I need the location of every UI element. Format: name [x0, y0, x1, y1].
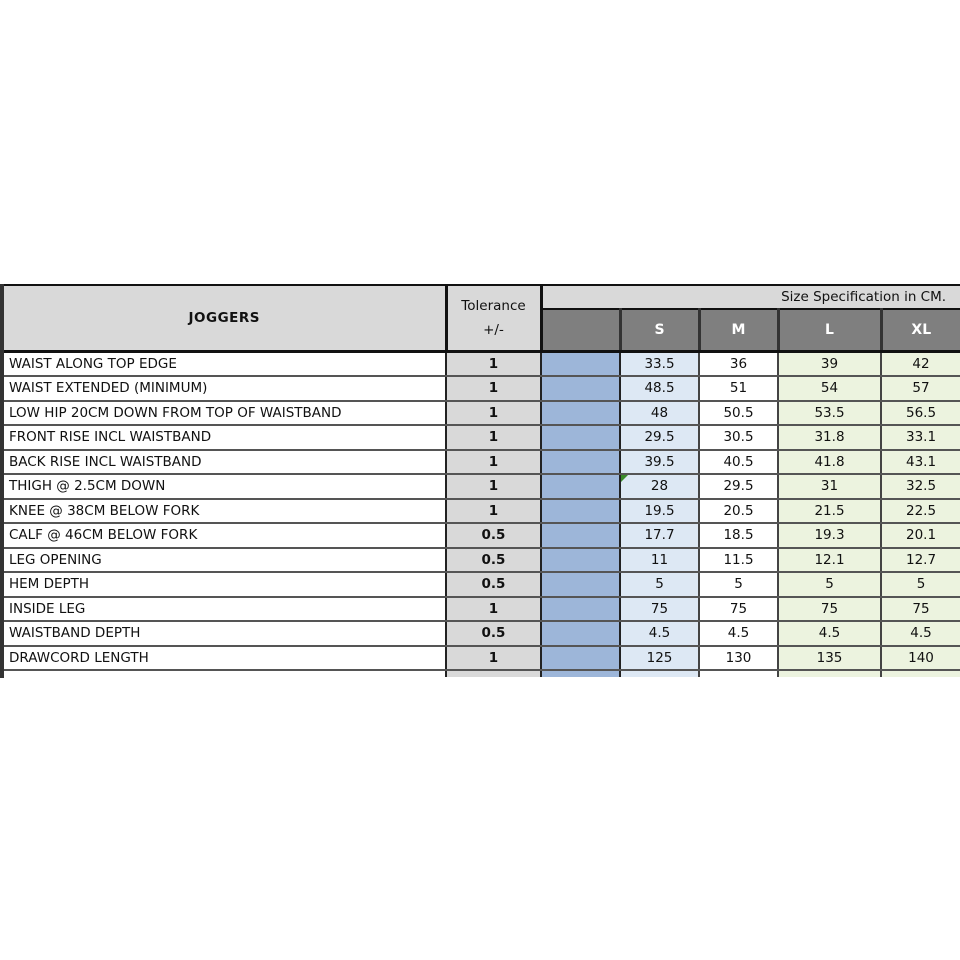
table-row	[4, 499, 960, 524]
measurement-label: LOW HIP 20CM DOWN FROM TOP OF WAISTBAND	[4, 401, 446, 426]
filler-cell	[699, 670, 778, 677]
spec-sheet	[0, 284, 960, 678]
measurement-label: CALF @ 46CM BELOW FORK	[4, 523, 446, 548]
size-xl-value: 56.5	[881, 401, 960, 426]
measurement-label: WAIST ALONG TOP EDGE	[4, 351, 446, 376]
size-m-value: 40.5	[699, 450, 778, 475]
tolerance-value: 1	[446, 450, 541, 475]
size-xl-value: 33.1	[881, 425, 960, 450]
size-s-value: 19.5	[620, 499, 699, 524]
tolerance-value: 0.5	[446, 621, 541, 646]
size-spec-table	[4, 284, 960, 677]
filler-cell	[620, 670, 699, 677]
tolerance-value: 1	[446, 351, 541, 376]
size-m-value: 4.5	[699, 621, 778, 646]
size-xl-value: 5	[881, 572, 960, 597]
table-row	[4, 351, 960, 376]
size-m-value: 29.5	[699, 474, 778, 499]
tolerance-value: 0.5	[446, 523, 541, 548]
size-l-value: 19.3	[778, 523, 881, 548]
size-header-m: M	[699, 309, 778, 351]
tolerance-header	[446, 285, 541, 351]
size-m-value: 75	[699, 597, 778, 622]
blank-cell	[541, 376, 620, 401]
size-s-value: 75	[620, 597, 699, 622]
tolerance-value: 1	[446, 597, 541, 622]
tolerance-value: 1	[446, 474, 541, 499]
size-m-value: 130	[699, 646, 778, 671]
table-row	[4, 523, 960, 548]
size-l-value: 39	[778, 351, 881, 376]
size-xl-value: 32.5	[881, 474, 960, 499]
tolerance-header-label: Tolerance	[461, 297, 526, 314]
size-header-s: S	[620, 309, 699, 351]
filler-cell	[446, 670, 541, 677]
filler-cell	[4, 670, 446, 677]
size-s-value: 5	[620, 572, 699, 597]
tolerance-value: 1	[446, 401, 541, 426]
tolerance-header-sign: +/-	[483, 321, 504, 338]
size-l-value: 54	[778, 376, 881, 401]
table-filler-row	[4, 670, 960, 677]
measurement-label: WAISTBAND DEPTH	[4, 621, 446, 646]
size-xl-value: 42	[881, 351, 960, 376]
size-s-value: 29.5	[620, 425, 699, 450]
table-row	[4, 621, 960, 646]
tolerance-value: 1	[446, 499, 541, 524]
table-row	[4, 646, 960, 671]
size-l-value: 31	[778, 474, 881, 499]
blank-cell	[541, 425, 620, 450]
size-spec-header: Size Specification in CM.	[541, 285, 960, 309]
size-xl-value: 12.7	[881, 548, 960, 573]
size-xl-value: 20.1	[881, 523, 960, 548]
size-m-value: 20.5	[699, 499, 778, 524]
tolerance-value: 1	[446, 425, 541, 450]
blank-cell	[541, 572, 620, 597]
tolerance-value: 0.5	[446, 548, 541, 573]
size-m-value: 11.5	[699, 548, 778, 573]
filler-cell	[881, 670, 960, 677]
blank-cell	[541, 523, 620, 548]
size-s-value: 11	[620, 548, 699, 573]
comment-marker-icon	[621, 475, 628, 482]
size-header-xl: XL	[881, 309, 960, 351]
table-row	[4, 572, 960, 597]
size-xl-value: 75	[881, 597, 960, 622]
size-l-value: 31.8	[778, 425, 881, 450]
size-m-value: 30.5	[699, 425, 778, 450]
size-xl-value: 43.1	[881, 450, 960, 475]
filler-cell	[778, 670, 881, 677]
table-row	[4, 376, 960, 401]
blank-cell	[541, 401, 620, 426]
measurement-label: WAIST EXTENDED (MINIMUM)	[4, 376, 446, 401]
size-m-value: 50.5	[699, 401, 778, 426]
size-xl-value: 140	[881, 646, 960, 671]
size-xl-value: 22.5	[881, 499, 960, 524]
measurement-label: THIGH @ 2.5CM DOWN	[4, 474, 446, 499]
size-s-value: 39.5	[620, 450, 699, 475]
size-m-value: 36	[699, 351, 778, 376]
size-l-value: 41.8	[778, 450, 881, 475]
size-xl-value: 57	[881, 376, 960, 401]
size-l-value: 53.5	[778, 401, 881, 426]
size-m-value: 51	[699, 376, 778, 401]
measurement-label: DRAWCORD LENGTH	[4, 646, 446, 671]
size-l-value: 5	[778, 572, 881, 597]
blank-cell	[541, 450, 620, 475]
blank-cell	[541, 597, 620, 622]
size-header-l: L	[778, 309, 881, 351]
blank-cell	[541, 499, 620, 524]
tolerance-value: 0.5	[446, 572, 541, 597]
size-l-value: 21.5	[778, 499, 881, 524]
measurement-label: LEG OPENING	[4, 548, 446, 573]
tolerance-value: 1	[446, 376, 541, 401]
size-l-value: 75	[778, 597, 881, 622]
size-m-value: 5	[699, 572, 778, 597]
blank-cell	[541, 646, 620, 671]
size-s-value: 33.5	[620, 351, 699, 376]
size-s-value: 4.5	[620, 621, 699, 646]
measurement-label: HEM DEPTH	[4, 572, 446, 597]
size-s-value: 48.5	[620, 376, 699, 401]
measurement-label: KNEE @ 38CM BELOW FORK	[4, 499, 446, 524]
size-l-value: 4.5	[778, 621, 881, 646]
size-l-value: 12.1	[778, 548, 881, 573]
tolerance-value: 1	[446, 646, 541, 671]
table-row	[4, 597, 960, 622]
size-s-value: 28	[620, 474, 699, 499]
size-l-value: 135	[778, 646, 881, 671]
blank-cell	[541, 351, 620, 376]
table-row	[4, 401, 960, 426]
table-title: JOGGERS	[4, 285, 446, 351]
blank-cell	[541, 474, 620, 499]
measurement-label: FRONT RISE INCL WAISTBAND	[4, 425, 446, 450]
size-s-value: 17.7	[620, 523, 699, 548]
blank-cell	[541, 548, 620, 573]
size-s-value: 48	[620, 401, 699, 426]
table-row	[4, 548, 960, 573]
table-row	[4, 450, 960, 475]
measurement-label: BACK RISE INCL WAISTBAND	[4, 450, 446, 475]
blank-size-header	[541, 309, 620, 351]
size-xl-value: 4.5	[881, 621, 960, 646]
table-row	[4, 474, 960, 499]
measurement-label: INSIDE LEG	[4, 597, 446, 622]
size-m-value: 18.5	[699, 523, 778, 548]
filler-cell	[541, 670, 620, 677]
blank-cell	[541, 621, 620, 646]
size-s-value: 125	[620, 646, 699, 671]
table-row	[4, 425, 960, 450]
